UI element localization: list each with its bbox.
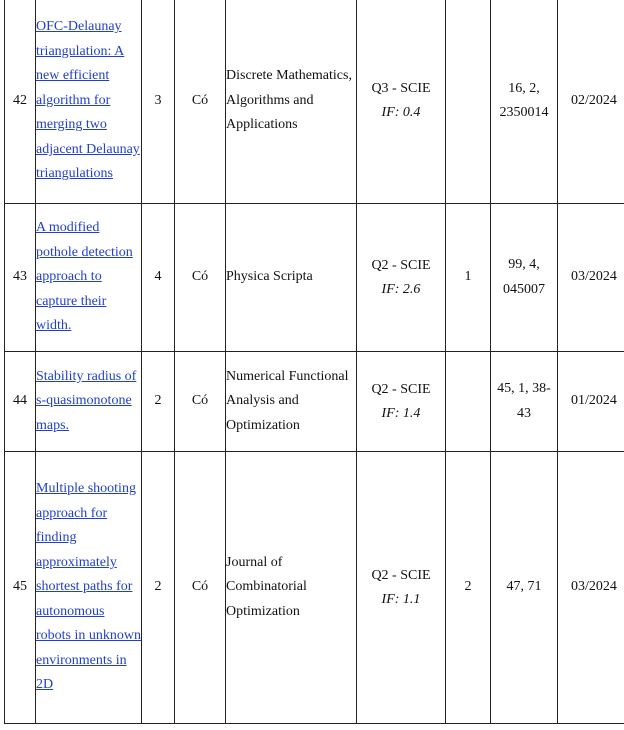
impact-factor: IF: 1.4 bbox=[381, 405, 421, 421]
citation-count: 1 bbox=[446, 204, 491, 352]
publication-date: 02/2024 bbox=[558, 0, 624, 204]
journal-rank: Q2 - SCIE bbox=[371, 257, 431, 273]
publication-date: 03/2024 bbox=[558, 204, 624, 352]
lead-author-flag: Có bbox=[175, 0, 226, 204]
impact-factor: IF: 0.4 bbox=[381, 105, 421, 120]
lead-author-flag: Có bbox=[175, 204, 226, 352]
journal-rank-cell bbox=[357, 452, 446, 724]
row-number: 43 bbox=[5, 204, 36, 352]
citation-count: 2 bbox=[446, 452, 491, 724]
publication-date: 03/2024 bbox=[558, 452, 624, 724]
impact-factor: IF: 2.6 bbox=[381, 281, 421, 297]
volume-issue-pages: 99, 4, 045007 bbox=[491, 204, 558, 352]
journal-rank-cell bbox=[357, 352, 446, 452]
volume-issue-pages: 45, 1, 38-43 bbox=[491, 352, 558, 452]
author-count: 2 bbox=[142, 452, 175, 724]
journal-rank-cell bbox=[357, 204, 446, 352]
table-row bbox=[5, 352, 624, 452]
paper-title-cell bbox=[36, 204, 142, 352]
row-number: 44 bbox=[5, 352, 36, 452]
citation-count bbox=[446, 0, 491, 204]
lead-author-flag: Có bbox=[175, 452, 226, 724]
lead-author-flag: Có bbox=[175, 352, 226, 452]
paper-title-link[interactable]: Stability radius of s-quasimonotone maps. bbox=[36, 368, 137, 433]
journal-name: Journal of Combinatorial Optimization bbox=[226, 452, 357, 724]
table-row bbox=[5, 204, 624, 352]
journal-rank: Q2 - SCIE bbox=[371, 381, 431, 397]
row-number: 42 bbox=[5, 0, 36, 204]
paper-title-link[interactable]: A modified pothole detection approach to capture their width. bbox=[36, 220, 133, 334]
author-count: 4 bbox=[142, 204, 175, 352]
publications-table bbox=[4, 0, 624, 724]
citation-count bbox=[446, 352, 491, 452]
author-count: 2 bbox=[142, 352, 175, 452]
impact-factor: IF: 1.1 bbox=[381, 591, 421, 607]
paper-title-cell bbox=[36, 352, 142, 452]
journal-rank-cell bbox=[357, 0, 446, 204]
journal-name: Physica Scripta bbox=[226, 204, 357, 352]
journal-name: Discrete Mathematics, Algorithms and Applications bbox=[226, 0, 357, 204]
table-row bbox=[5, 0, 624, 204]
volume-issue-pages: 16, 2, 2350014 bbox=[491, 0, 558, 204]
volume-issue-pages: 47, 71 bbox=[491, 452, 558, 724]
row-number: 45 bbox=[5, 452, 36, 724]
publication-date: 01/2024 bbox=[558, 352, 624, 452]
journal-rank: Q3 - SCIE bbox=[371, 81, 431, 96]
paper-title-link[interactable]: Multiple shooting approach for finding approximately shortest paths for autonomous robots in unknown environments in 2D bbox=[36, 481, 141, 693]
paper-title-link[interactable]: OFC-Delaunay triangulation: A new efficient algorithm for merging two adjacent Delaunay triangulations bbox=[36, 19, 140, 182]
paper-title-cell bbox=[36, 0, 142, 204]
journal-rank: Q2 - SCIE bbox=[371, 567, 431, 583]
author-count: 3 bbox=[142, 0, 175, 204]
journal-name: Numerical Functional Analysis and Optimization bbox=[226, 352, 357, 452]
table-row bbox=[5, 452, 624, 724]
paper-title-cell bbox=[36, 452, 142, 724]
